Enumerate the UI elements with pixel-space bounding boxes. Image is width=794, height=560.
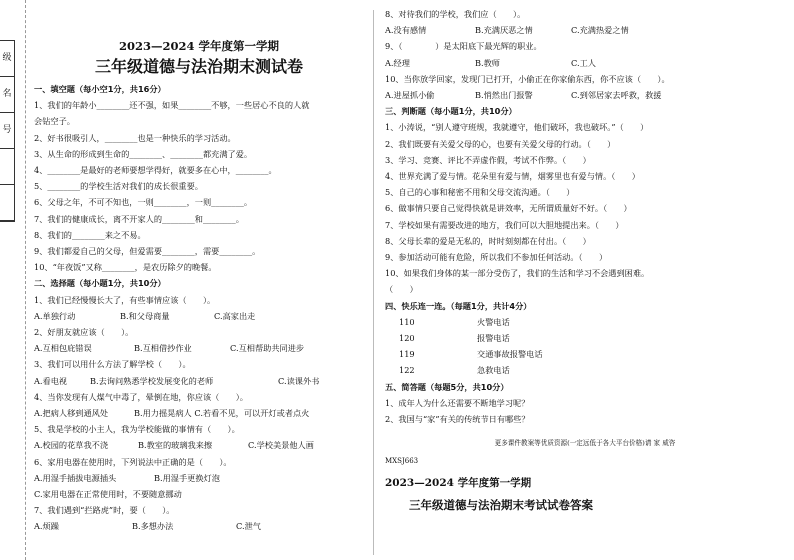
choice-options (34, 518, 364, 534)
match-row (385, 346, 785, 362)
match-row (385, 330, 785, 346)
fill-line: 1、我们的年龄小________还不强，如果________不够，一些居心不良的人就 (34, 100, 310, 111)
fill-line: 5、________的学校生活对我们的成长很重要。 (34, 181, 203, 192)
strip-cell-blank (0, 149, 14, 185)
judge-item: （ ） (385, 284, 418, 295)
judge-item: 5、自己的心事和秘密不用和父母交流沟通。（ ） (385, 187, 575, 198)
section-fill-heading: 一、填空题（每小空1分，共16分） (34, 84, 166, 94)
choice-options (34, 340, 364, 356)
option-b: B.悄然出门报警 (475, 90, 533, 101)
fill-line: 6、父母之年，不可不知也，一则________，一则________。 (34, 197, 253, 208)
phone-number: 122 (399, 365, 415, 376)
option-a: A.把病人移到通风处 (34, 408, 109, 419)
strip-cell-blank (0, 185, 14, 221)
choice-options (34, 308, 364, 324)
fill-line: 2、好书很吸引人，________也是一种快乐的学习活动。 (34, 132, 236, 143)
section-judge-heading: 三、判断题（每小题1分，共10分） (385, 106, 517, 117)
choice-options (34, 373, 364, 389)
doc-code: MXSJ663 (385, 457, 419, 466)
fill-line: 4、________是最好的老师要想学得好，就要多在心中，________。 (34, 165, 277, 176)
strip-cell-name: 名 (0, 77, 14, 113)
choice-question: 2、好朋友就应该（ ）。 (34, 327, 134, 338)
option-a: A.用湿手插拔电源插头 (34, 472, 117, 483)
choice-question: 1、我们已经慢慢长大了，有些事情应该（ ）。 (34, 294, 216, 305)
option-b: B.教室的玻璃我来擦 (138, 440, 213, 451)
option-c: C.学校美景他人画 (248, 440, 314, 451)
judge-item: 1、小涛说，“别人遵守班规，我就遵守，他们破坏，我也破坏。”（ ） (385, 122, 649, 133)
option-a: A.单独行动 (34, 310, 76, 321)
phone-service: 急救电话 (477, 365, 510, 376)
binding-strip (0, 40, 15, 222)
section-match-heading: 四、快乐连一连。（每题1分，共计4分） (385, 300, 532, 311)
judge-item: 7、学校如果有需要改进的地方，我们可以大胆地提出来。（ ） (385, 219, 624, 230)
strip-cell-class: 级 (0, 41, 14, 77)
right-column (385, 9, 785, 513)
option-c: C.高家出走 (214, 310, 256, 321)
fill-line: 9、我们都爱自己的父母，但爱需要________，需要________。 (34, 246, 261, 257)
option-b: B.教师 (475, 57, 500, 68)
column-divider (373, 10, 374, 555)
answer-year: 2023—2024 学年度第一学期 (385, 477, 532, 490)
choice-question: 4、当你发现有人煤气中毒了，晕倒在地，你应该（ ）。 (34, 391, 248, 402)
phone-service: 火警电话 (477, 316, 510, 327)
choice-question: 8、对待我们的学校，我们应（ ）。 (385, 9, 526, 19)
choice-question: 10、当你放学回家，发现门已打开，小偷正在你家偷东西，你不应该（ ）。 (385, 73, 670, 84)
phone-number: 110 (399, 316, 415, 327)
choice-question: 9、（ ）是太阳底下最光辉的职业。 (385, 41, 542, 52)
fill-line: 会钻空子。 (34, 116, 75, 127)
option-a: A.经理 (385, 57, 410, 68)
binding-dashed-line (25, 0, 26, 560)
choice-options (385, 22, 785, 38)
choice-options (34, 486, 364, 502)
judge-item: 8、父母长辈的爱是无私的，时时刻刻都在付出。（ ） (385, 235, 591, 246)
option-c: C.家用电器在正常使用时，不要随意挪动 (34, 489, 182, 500)
match-row (385, 314, 785, 330)
answer-title: 三年级道德与法治期末考试试卷答案 (409, 498, 593, 513)
option-a: A.互相包庇错误 (34, 343, 92, 354)
fill-line: 8、我们的________来之不易。 (34, 229, 146, 240)
option-b: B.和父母商量 (120, 310, 170, 321)
match-row (385, 362, 785, 378)
judge-item: 9、参加活动可能有危险，所以我们不参加任何活动。（ ） (385, 252, 608, 263)
fill-line: 10、“年夜饭”又称________，是农历除夕的晚餐。 (34, 262, 217, 273)
section-choice-heading: 二、选择题（每小题1分，共10分） (34, 278, 166, 289)
option-c: C.充满热爱之情 (571, 25, 629, 36)
fill-line: 3、从生命的形成到生命的________、________都充满了爱。 (34, 148, 253, 159)
option-c: C.到邻居家去呼救，救援 (571, 90, 662, 101)
option-b: B.用湿手更换灯泡 (154, 472, 220, 483)
section-short-heading: 五、简答题（每题5分，共10分） (385, 381, 509, 392)
exam-year: 2023—2024 学年度第一学期 (118, 39, 280, 53)
promo-note: 更多课件教案等优质资源(一定远低于各大平台价格)请 家 威咨 (494, 439, 676, 448)
choice-options (34, 437, 364, 453)
short-question: 2、我国与“家”有关的传统节日有哪些？ (385, 414, 530, 425)
judge-item: 2、我们既要有关爱父母的心，也要有关爱父母的行动。（ ） (385, 138, 616, 149)
exam-title: 三年级道德与法治期末测试卷 (94, 57, 303, 76)
option-a: A.没有感情 (385, 25, 427, 36)
left-column (34, 36, 364, 535)
judge-item: 3、学习、竞赛、评比不弄虚作假，考试不作弊。（ ） (385, 154, 591, 165)
phone-number: 119 (399, 349, 415, 360)
choice-question: 7、我们遇到“拦路虎”时，要（ ）。 (34, 505, 175, 516)
judge-item: 4、世界充满了爱与情。花朵里有爱与情，烟雾里也有爱与情。（ ） (385, 171, 640, 182)
phone-number: 120 (399, 333, 415, 344)
option-a: A.烦躁 (34, 521, 59, 532)
option-c: C.读课外书 (278, 375, 320, 386)
option-b: B.互相借抄作业 (134, 343, 192, 354)
fill-line: 7、我们的健康成长，离不开家人的________和________。 (34, 213, 244, 224)
short-question: 1、成年人为什么还需要不断地学习呢？ (385, 397, 530, 408)
phone-service: 交通事故报警电话 (477, 349, 543, 360)
choice-question: 5、我是学校的小主人，我为学校能做的事情有（ ）。 (34, 424, 240, 435)
option-a: A.进屋抓小偷 (385, 90, 435, 101)
option-c: C.工人 (571, 57, 596, 68)
choice-options (385, 55, 785, 71)
option-b: B.多想办法 (132, 521, 174, 532)
option-b: B.充满厌恶之情 (475, 25, 533, 36)
choice-question: 3、我们可以用什么方法了解学校（ ）。 (34, 359, 191, 370)
choice-options (34, 470, 364, 486)
judge-item: 6、做事情只要自己觉得快就是讲效率，无所谓质量好不好。（ ） (385, 203, 632, 214)
strip-cell-number: 号 (0, 113, 14, 149)
choice-question: 6、家用电器在使用时，下列说法中正确的是（ ）。 (34, 456, 232, 467)
choice-options (34, 405, 364, 421)
option-a: A.看电视 (34, 375, 68, 386)
option-b: B.去询问熟悉学校发展变化的老师 (90, 375, 214, 386)
option-c: C.泄气 (236, 521, 261, 532)
phone-service: 报警电话 (477, 333, 510, 344)
option-bc: B.用力摇晃病人 C.若看不见，可以开灯或者点火 (134, 408, 310, 419)
choice-options (385, 87, 785, 103)
option-c: C.互相帮助共同进步 (230, 343, 305, 354)
option-a: A.校园的花草我不浇 (34, 440, 109, 451)
judge-item: 10、如果我们身体的某一部分受伤了，我们的生活和学习不会遇到困难。 (385, 268, 650, 279)
